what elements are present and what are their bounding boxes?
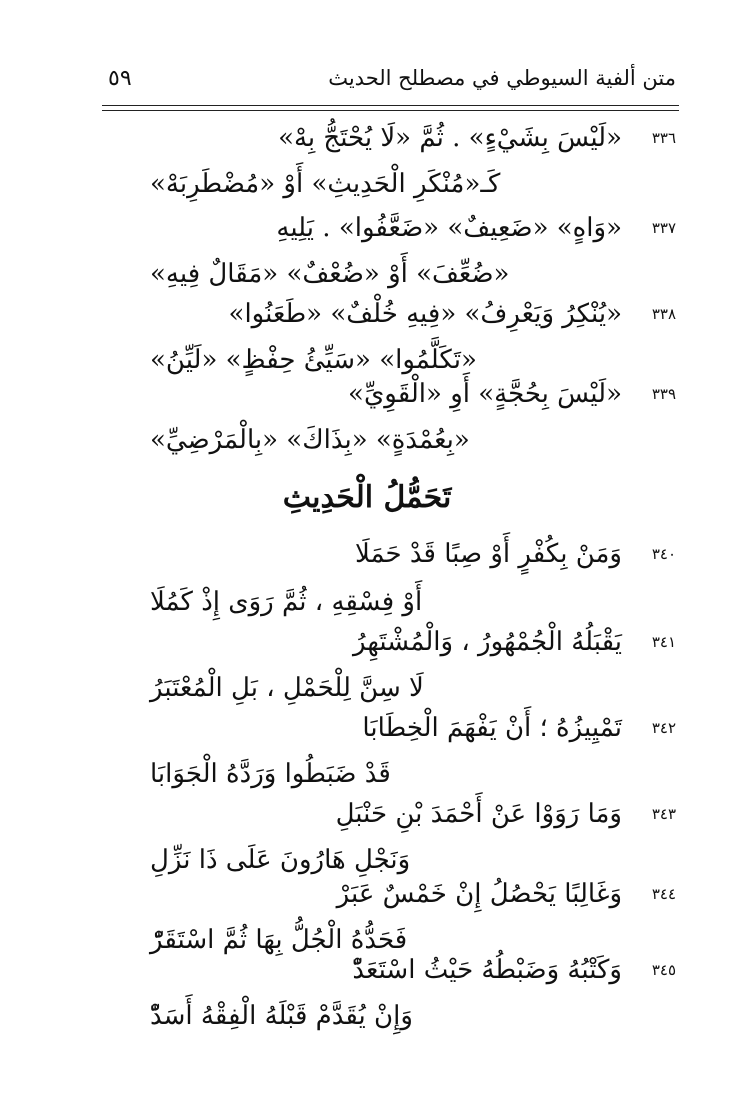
verse-second-hemistich: فَحَدُّهُ الْجُلُّ بِهَا ثُمَّ اسْتَقَرّْ [150, 925, 408, 955]
verse-second-hemistich: وَنَجْلِ هَارُونَ عَلَى ذَا نَزِّلِ [150, 845, 411, 875]
verse-first-hemistich: وَكَتْبُهُ وَضَبْطُهُ حَيْثُ اسْتَعَدّْ [352, 955, 622, 985]
verse-number: ٣٣٦ [651, 129, 676, 147]
page-number: ٥٩ [108, 66, 132, 91]
section-heading: تَحَمُّلُ الْحَدِيثِ [282, 480, 452, 515]
verse-second-hemistich: كَـ«مُنْكَرِ الْحَدِيثِ» أَوْ «مُضْطَرِبَهْ» [150, 169, 501, 199]
verse-number: ٣٤٤ [651, 885, 676, 903]
verse-number: ٣٣٩ [651, 385, 676, 403]
verse-first-hemistich: وَغَالِبًا يَحْصُلُ إِنْ خَمْسٌ عَبَرْ [336, 879, 622, 909]
verse-first-hemistich: وَمَا رَوَوْا عَنْ أَحْمَدَ بْنِ حَنْبَلِ [335, 799, 622, 829]
verse-second-hemistich: لَا سِنَّ لِلْحَمْلِ ، بَلِ الْمُعْتَبَرُ [150, 673, 424, 703]
verse-number: ٣٤٥ [651, 961, 676, 979]
verse-second-hemistich: قَدْ ضَبَطُوا وَرَدَّهُ الْجَوَابَا [150, 759, 391, 789]
verse-second-hemistich: وَإِنْ يُقَدَّمْ قَبْلَهُ الْفِقْهُ أَسَدّْ [150, 1001, 413, 1031]
verse-second-hemistich: «بِعُمْدَةٍ» «بِذَاكَ» «بِالْمَرْضِيِّ» [150, 425, 470, 455]
verse-first-hemistich: تَمْيِيزُهُ ؛ أَنْ يَفْهَمَ الْخِطَابَا [362, 713, 622, 743]
verse-first-hemistich: «لَيْسَ بِشَيْءٍ» . ثُمَّ «لَا يُحْتَجُّ بِهْ» [278, 123, 622, 153]
header-rule [102, 105, 679, 106]
verse-number: ٣٣٨ [651, 305, 676, 323]
verse-first-hemistich: يَقْبَلُهُ الْجُمْهُورُ ، وَالْمُشْتَهِرُ [352, 627, 622, 657]
verse-second-hemistich: أَوْ فِسْقِهِ ، ثُمَّ رَوَى إِذْ كَمُلَا [150, 587, 423, 617]
verse-number: ٣٤١ [651, 633, 676, 651]
verse-second-hemistich: «تَكَلَّمُوا» «سَيِّئُ حِفْظٍ» «لَيِّنُ» [150, 345, 477, 375]
running-title: متن ألفية السيوطي في مصطلح الحديث [328, 66, 676, 90]
verse-number: ٣٤٢ [651, 719, 676, 737]
verse-first-hemistich: «يُنْكِرُ وَيَعْرِفُ» «فِيهِ خُلْفٌ» «طَعَنُوا» [228, 299, 622, 329]
verse-first-hemistich: «وَاهٍ» «ضَعِيفٌ» «ضَعَّفُوا» . يَلِيهِ [276, 213, 622, 243]
verse-number: ٣٤٠ [651, 545, 676, 563]
verse-first-hemistich: وَمَنْ بِكُفْرٍ أَوْ صِبًا قَدْ حَمَلَا [354, 539, 622, 569]
verse-second-hemistich: «ضُعِّفَ» أَوْ «ضُعْفٌ» «مَقَالٌ فِيهِ» [150, 259, 510, 289]
verse-number: ٣٣٧ [651, 219, 676, 237]
verse-first-hemistich: «لَيْسَ بِحُجَّةٍ» أَوِ «الْقَوِيِّ» [348, 379, 622, 409]
verse-number: ٣٤٣ [651, 805, 676, 823]
header-rule-second [102, 110, 679, 111]
